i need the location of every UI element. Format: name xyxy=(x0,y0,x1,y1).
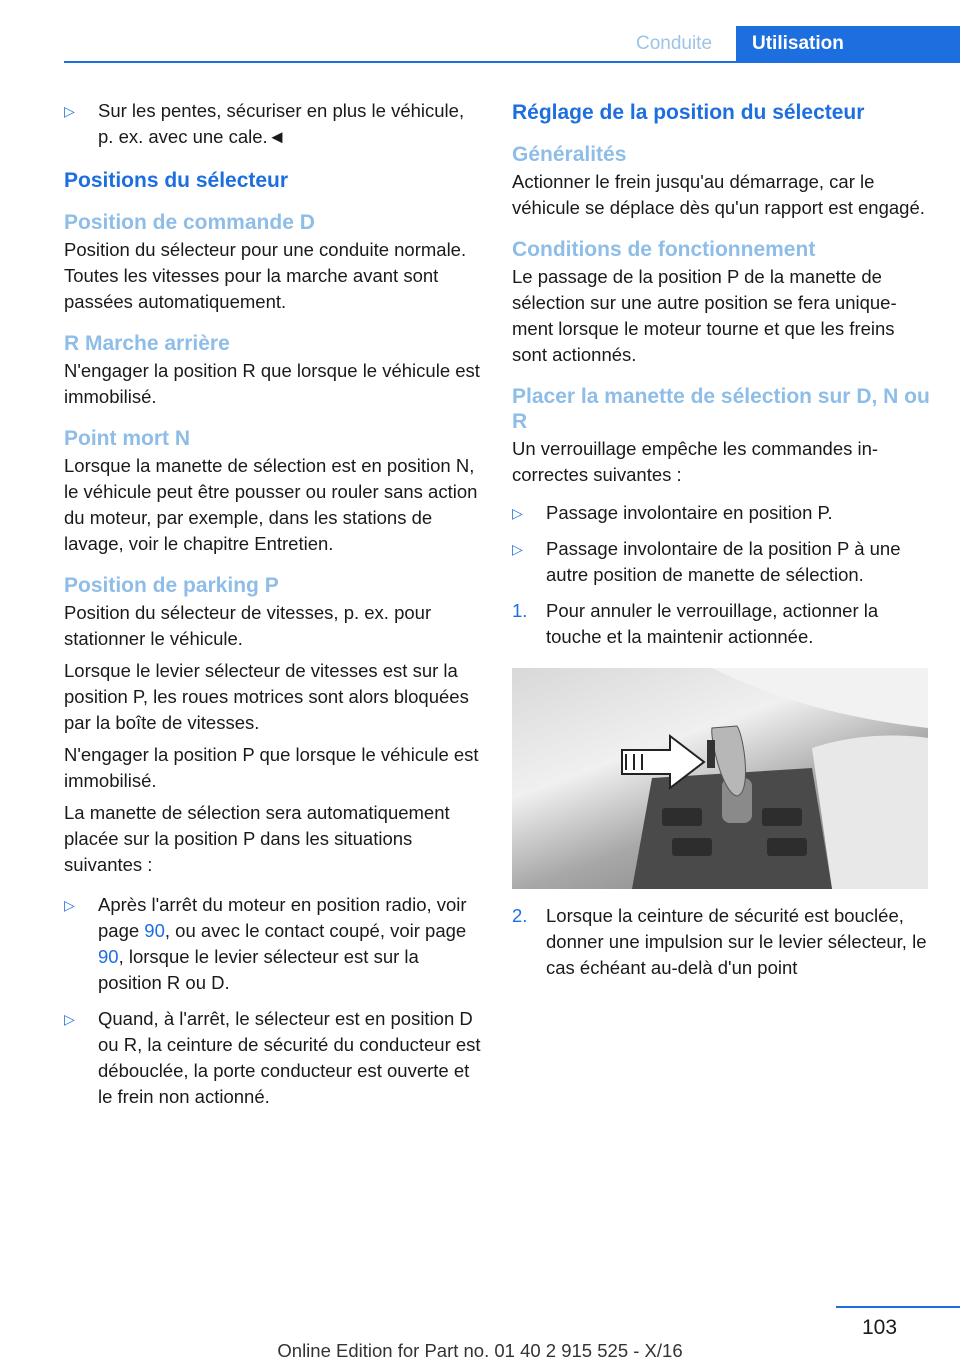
paragraph: Le passage de la position P de la manette de sélection sur une autre position se fera uniquement lorsque le moteur tourne et que les freins sont actionnés. xyxy=(512,266,897,365)
paragraph: Position du sélecteur pour une conduite normale. Toutes les vitesses pour la marche avant sont passées automatiquement. xyxy=(64,239,467,312)
right-column xyxy=(512,98,930,991)
edition-footer: Online Edition for Part no. 01 40 2 915 525 - X/16 xyxy=(277,1340,683,1361)
dashboard-panel xyxy=(512,668,928,728)
subheading: Généralités xyxy=(512,143,627,166)
tab-utilisation[interactable]: Utilisation xyxy=(736,26,960,61)
footer-rule xyxy=(836,1306,960,1308)
page-number: 103 xyxy=(862,1316,898,1339)
list-item-text: Sur les pentes, sécuriser en plus le véhicule, p. ex. avec une cale.◄ xyxy=(98,100,465,147)
seat-surface xyxy=(812,736,928,890)
paragraph: Lorsque la manette de sélection est en position N, le véhicule peut être pousser ou rouler sans action du moteur, par exemple, dans les stations de lavage, voir le chapitre Entretien. xyxy=(64,455,478,554)
triangle-bullet-icon: ▷ xyxy=(64,103,75,119)
list-item xyxy=(512,536,930,588)
console-button xyxy=(767,838,807,856)
paragraph: Lorsque le levier sélecteur de vitesses est sur la position P, les roues motrices sont alors bloquées par la boîte de vitesses. xyxy=(64,660,469,733)
gear-selector-photo xyxy=(512,668,928,889)
subheading: Position de commande D xyxy=(64,211,315,234)
paragraph: Position du sélecteur de vitesses, p. ex. pour stationner le véhicule. xyxy=(64,602,432,649)
list-item-text: Lorsque la ceinture de sécurité est bouclée, donner une impulsion sur le levier sélecteur, le cas échéant au-delà d'un point xyxy=(546,905,927,978)
subheading: Placer la manette de sélection sur D, N ou R xyxy=(512,385,930,433)
section-heading: Réglage de la position du sélecteur xyxy=(512,101,865,124)
section-heading: Positions du sélecteur xyxy=(64,169,289,192)
header-rule xyxy=(64,61,960,63)
list-item xyxy=(512,903,930,981)
list-item-text: Pour annuler le verrouillage, actionner la touche et la maintenir actionnée. xyxy=(546,600,879,647)
list-item xyxy=(512,598,930,650)
list-item xyxy=(512,500,930,526)
console-button xyxy=(662,808,702,826)
subheading: R Marche arrière xyxy=(64,332,230,355)
text-segment: , ou avec le contact coupé, voir page xyxy=(164,920,467,941)
list-item-text: Quand, à l'arrêt, le sélecteur est en position D ou R, la ceinture de sécurité du conducteur est débouclée, la porte conducteur est ouverte et le frein non actionné. xyxy=(98,1008,481,1107)
list-item-text xyxy=(98,894,467,993)
text-segment: , lorsque le levier sélecteur est sur la position R ou D. xyxy=(98,946,419,993)
unlock-button xyxy=(707,740,715,768)
list-item xyxy=(64,892,482,996)
step-number: 1. xyxy=(512,600,528,621)
list-item xyxy=(64,1006,482,1110)
triangle-bullet-icon: ▷ xyxy=(512,541,523,557)
paragraph: N'engager la position P que lorsque le véhicule est immobilisé. xyxy=(64,744,479,791)
subheading: Position de parking P xyxy=(64,574,279,597)
console-button xyxy=(762,808,802,826)
paragraph: N'engager la position R que lorsque le véhicule est immobilisé. xyxy=(64,360,480,407)
list-item-text: Passage involontaire en position P. xyxy=(546,502,833,523)
step-number: 2. xyxy=(512,905,528,926)
triangle-bullet-icon: ▷ xyxy=(64,897,75,913)
paragraph: Actionner le frein jusqu'au démarrage, car le véhicule se déplace dès qu'un rapport est engagé. xyxy=(512,171,925,218)
paragraph: Un verrouillage empêche les commandes incorrectes suivantes : xyxy=(512,438,879,485)
left-column xyxy=(64,98,482,1120)
subheading: Conditions de fonctionnement xyxy=(512,238,816,261)
triangle-bullet-icon: ▷ xyxy=(512,505,523,521)
tab-conduite[interactable]: Conduite xyxy=(635,33,713,54)
gear-selector-illustration xyxy=(512,668,928,889)
paragraph: La manette de sélection sera automatiquement placée sur la position P dans les situations suivantes : xyxy=(64,802,450,875)
text-segment: Après l'arrêt du moteur en position radio, voir page xyxy=(98,894,467,941)
list-item xyxy=(64,98,482,150)
page-link[interactable]: 90 xyxy=(98,946,119,967)
page-link[interactable]: 90 xyxy=(144,920,165,941)
subheading: Point mort N xyxy=(64,427,190,450)
triangle-bullet-icon: ▷ xyxy=(64,1011,75,1027)
console-button xyxy=(672,838,712,856)
list-item-text: Passage involontaire de la position P à une autre position de manette de sélection. xyxy=(546,538,901,585)
